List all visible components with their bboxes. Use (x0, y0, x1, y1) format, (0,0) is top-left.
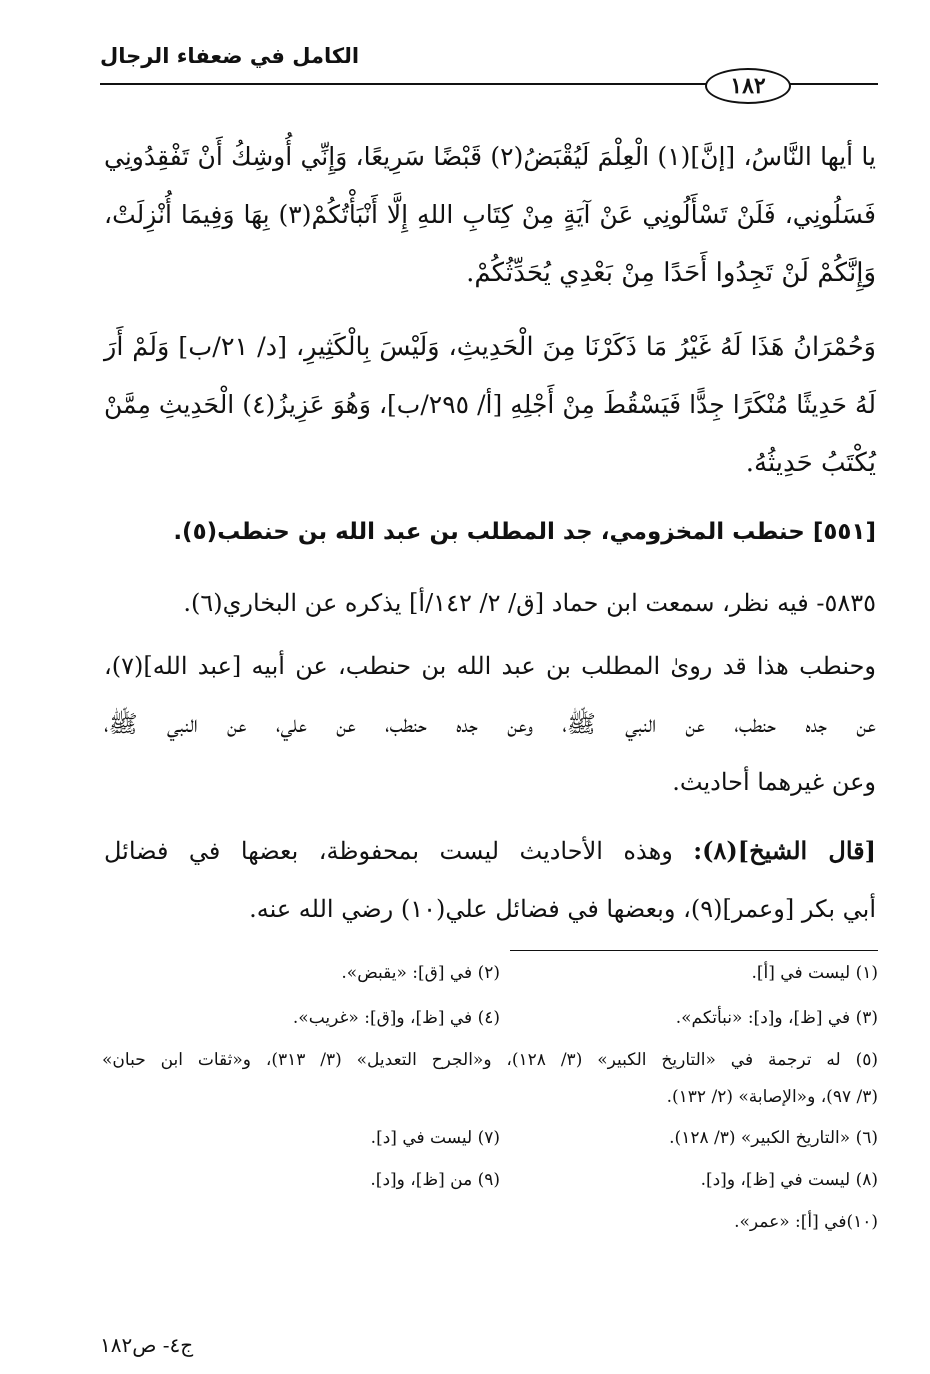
shaykh-label: [قال الشيخ](٨): (693, 836, 876, 865)
text-line: وَإِنَّكُمْ لَنْ تَجِدُوا أَحَدًا مِنْ بَعْدِي يُحَدِّثُكُمْ. (466, 258, 876, 288)
paragraph-shaykh-comment (104, 822, 876, 938)
footnote-separator (510, 950, 878, 951)
footnote-8: (٨) ليست في [ظ]، و[د]. (700, 1170, 878, 1190)
footnote-1: (١) ليست في [أ]. (751, 963, 878, 983)
footnote-7: (٧) ليست في [د]. (370, 1128, 500, 1148)
text-line: ٥٨٣٥- فيه نظر، سمعت ابن حماد [ق/ ٢/ ١٤٢/أ] يذكره عن البخاري(٦). (183, 589, 876, 617)
paragraph-hantab-narrations (104, 637, 876, 811)
paragraph-humran-comment (104, 318, 876, 492)
footnote-5: (٥) له ترجمة في «التاريخ الكبير» (٣/ ١٢٨)، و«الجرح التعديل» (٣/ ٣١٣)، و«ثقات ابن حبان» (102, 1050, 879, 1070)
footnote-2: (٢) في [ق]: «يقبض». (341, 963, 500, 983)
entry-heading: [٥٥١] حنطب المخزومي، جد المطلب بن عبد الله بن حنطب(٥). (173, 519, 876, 545)
volume-page-reference: ج٤- ص١٨٢ (100, 1333, 194, 1357)
paragraph-entry-5835 (104, 574, 876, 632)
text-line: لَهُ حَدِيثًا مُنْكَرًا جِدًّا فَيَسْقُطَ مِنْ أَجْلِهِ [أ/ ٢٩٥/ب]، وَهُوَ عَزِيزُ(٤) الْحَدِيثِ مِمَّنْ (104, 390, 877, 419)
footnote-4: (٤) في [ظ]، و[ق]: «غريب». (292, 1008, 500, 1028)
footnote-9: (٩) من [ظ]، و[د]. (370, 1170, 500, 1190)
text-line: أبي بكر [وعمر](٩)، وبعضها في فضائل علي(١٠) رضي الله عنه. (249, 895, 876, 923)
text-line: يُكْتَبُ حَدِيثُهُ. (745, 448, 876, 478)
page-number-badge: ١٨٢ (705, 68, 791, 104)
text-line: وعن غيرهما أحاديث. (672, 768, 876, 796)
footnote-3: (٣) في [ظ]، و[د]: «نبأتكم». (675, 1008, 878, 1028)
footnote-10: (١٠)في [أ]: «عمر». (734, 1212, 878, 1232)
text-line: وحنطب هذا قد روىٰ المطلب بن عبد الله بن حنطب، عن أبيه [عبد الله](٧)، (104, 652, 876, 680)
text-fragment: وهذه الأحاديث ليست بمحفوظة، بعضها في فضائل (104, 837, 694, 865)
text-line: عن جده حنطب، عن النبي ﷺ، وعن جده حنطب، عن علي، عن النبي ﷺ، (104, 710, 876, 738)
footnote-5-continued: (٣/ ٩٧)، و«الإصابة» (٢/ ١٣٢). (666, 1087, 878, 1107)
text-line (104, 822, 876, 880)
text-line: فَسَلُونِي، فَلَنْ تَسْأَلُونِي عَنْ آيَةٍ مِنْ كِتَابِ اللهِ إِلَّا أَنْبَأْتُكُمْ(٣) بِهَا وَفِيمَا أُنْزِلَتْ، (104, 200, 876, 229)
text-line: وَحُمْرَانُ هَذَا لَهُ غَيْرُ مَا ذَكَرْنَا مِنَ الْحَدِيثِ، وَلَيْسَ بِالْكَثِيرِ، [د/ ٢١/ب] وَلَمْ أَرَ (104, 332, 876, 362)
footnote-6: (٦) «التاريخ الكبير» (٣/ ١٢٨). (669, 1128, 878, 1148)
paragraph-hadith-text (104, 128, 876, 302)
book-title: الكامل في ضعفاء الرجال (100, 44, 360, 68)
text-line: يا أيها النَّاسُ، [إنَّ](١) الْعِلْمَ لَيُقْبَضُ(٢) قَبْضًا سَرِيعًا، وَإِنِّي أُوشِكُ أَنْ تَفْقِدُونِي (104, 142, 876, 171)
